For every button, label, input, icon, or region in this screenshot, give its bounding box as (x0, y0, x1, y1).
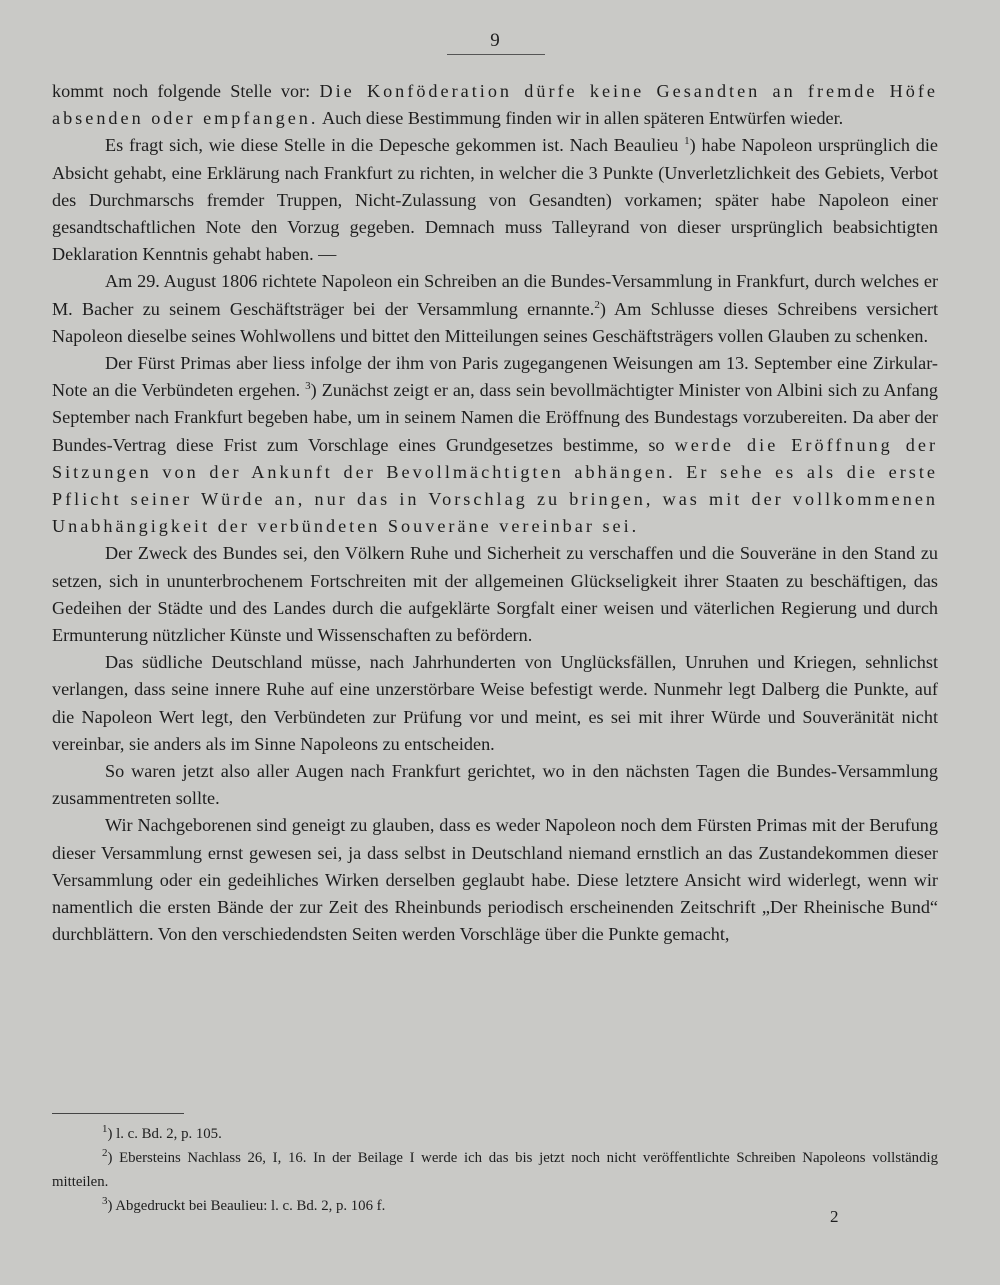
paragraph (52, 350, 938, 540)
paragraph (52, 649, 938, 758)
footnote-mark: 1 (102, 1123, 108, 1136)
footnote-mark-paren: ) (107, 1198, 113, 1214)
page-number: 9 (490, 30, 500, 51)
footnotes (52, 1122, 938, 1218)
paragraph (52, 268, 938, 350)
footnote (52, 1122, 938, 1146)
spaced-text: werde die Eröffnung der Sitzungen von der Ankunft der Bevollmächtigten abhängen. Er sehe es als die erste Pflicht seiner Würde an, nur das in Vorschlag zu bringen, was mit der vollkommenen Unabhängigkeit der verbündeten Souveräne vereinbar sei. (52, 434, 938, 537)
text-run: So waren jetzt also aller Augen nach Frankfurt gerichtet, wo in den nächsten Tagen die Bundes-Versammlung zusammentreten sollte. (52, 761, 938, 809)
text-run: Der Fürst Primas aber liess infolge der ihm von Paris zugegangenen Weisungen am 13. September eine Zirkular-Note an die Verbündeten ergehen. (52, 353, 938, 401)
text-run: kommt noch folgende Stelle vor: (52, 81, 320, 101)
text-run: Auch diese Bestimmung finden wir in allen späteren Entwürfen wieder. (318, 108, 844, 129)
paragraph (52, 78, 938, 132)
text-run: Das südliche Deutschland müsse, nach Jahrhunderten von Unglücksfällen, Unruhen und Kriegen, sehnlichst verlangen, dass seine innere Ruhe auf eine unzerstörbare Weise befestigt werde. Nunmehr legt Dalberg die Punkte, auf die Napoleon Wert legt, den Verbündeten zur Prüfung vor und meint, es sei mit ihrer Würde und Souveränität nicht vereinbar, sie anders als im Sinne Napoleons zu entscheiden. (52, 652, 938, 754)
footnote (52, 1194, 938, 1218)
text-run: Es fragt sich, wie diese Stelle in die Depesche gekommen ist. Nach Beaulieu (105, 135, 685, 156)
header-rule (447, 54, 545, 55)
paragraph (52, 812, 938, 948)
text-run: ) habe Napoleon ursprünglich die Absicht gehabt, eine Erklärung nach Frankfurt zu richten, in welcher die 3 Punkte (Unverletzlichkeit des Gebiets, Verbot des Durchmarschs fremder Truppen, Nicht-Zulassung von Gesandten) vorkamen; später habe Napoleon einer gesandtschaftlichen Note den Vorzug gegeben. Demnach muss Talleyrand von dieser ursprünglich beabsichtigten Deklaration Kenntnis gehabt haben. — (52, 135, 938, 265)
paragraph (52, 540, 938, 649)
footnote-mark: 2 (102, 1147, 108, 1160)
text-run: Der Zweck des Bundes sei, den Völkern Ruhe und Sicherheit zu verschaffen und die Souveräne in den Stand zu setzen, sich in ununterbrochenem Fortschreiten mit der allgemeinen Glückseligkeit ihrer Staaten zu beschäftigen, das Gedeihen der Städte und des Landes durch die aufgeklärte Sorgfalt einer weisen und väterlichen Regierung und durch Ermunterung nützlicher Künste und Wissenschaften zu befördern. (52, 543, 938, 646)
text-run: Am 29. August 1806 richtete Napoleon ein Schreiben an die Bundes-Versammlung in Frankfurt, durch welches er M. Bacher zu seinem Geschäftsträger bei der Versammlung ernannte. (52, 271, 938, 319)
printer-signature: 2 (830, 1207, 839, 1226)
text-run: ) Zunächst zeigt er an, dass sein bevollmächtigter Minister von Albini sich zu Anfang September nach Frankfurt begeben habe, um in seinem Namen die Eröffnung des Bundestags vorzubereiten. Da aber der Bundes-Vertrag diese Frist zum Vorschlage eines Grundgesetzes bestimme, so (52, 380, 938, 455)
footnote-mark: 3 (102, 1195, 108, 1208)
footnote-mark-paren: ) (107, 1126, 113, 1142)
body-text (52, 78, 938, 949)
paragraph (52, 758, 938, 812)
footnote-ref: 1 (684, 135, 690, 148)
footnote-mark-paren: ) (107, 1150, 113, 1166)
text-run: ) Am Schlusse dieses Schreibens versichert Napoleon dieselbe seines Wohlwollens und bittet den Mitteilungen seines Geschäftsträgers vollen Glauben zu schenken. (52, 298, 938, 346)
paragraph (52, 132, 938, 268)
footnote-ref: 2 (594, 298, 600, 311)
footnote (52, 1146, 938, 1194)
footnote-ref: 3 (305, 380, 311, 393)
footnote-text: Abgedruckt bei Beaulieu: l. c. Bd. 2, p. 106 f. (112, 1198, 386, 1214)
text-run: Wir Nachgeborenen sind geneigt zu glauben, dass es weder Napoleon noch dem Fürsten Primas mit der Berufung dieser Versammlung ernst gewesen sei, ja dass selbst in Deutschland niemand ernstlich an das Zustandekommen dieser Versammlung oder ein gedeihliches Wirken derselben geglaubt habe. Diese letztere Ansicht wird widerlegt, wenn wir namentlich die ersten Bände der zur Zeit des Rheinbunds periodisch erscheinenden Zeitschrift „Der Rheinische Bund“ durchblättern. Von den verschiedendsten Seiten werden Vorschläge über die Punkte gemacht, (52, 815, 938, 945)
spaced-text: Die Konföderation dürfe keine Gesandten an fremde Höfe absenden oder empfangen. (52, 81, 939, 129)
footnote-text: Ebersteins Nachlass 26, I, 16. In der Beilage I werde ich das bis jetzt noch nicht veröffentlichte Schreiben Napoleons vollständig mitteilen. (52, 1150, 938, 1190)
footnote-rule (52, 1113, 184, 1114)
footnote-text: l. c. Bd. 2, p. 105. (112, 1126, 222, 1142)
